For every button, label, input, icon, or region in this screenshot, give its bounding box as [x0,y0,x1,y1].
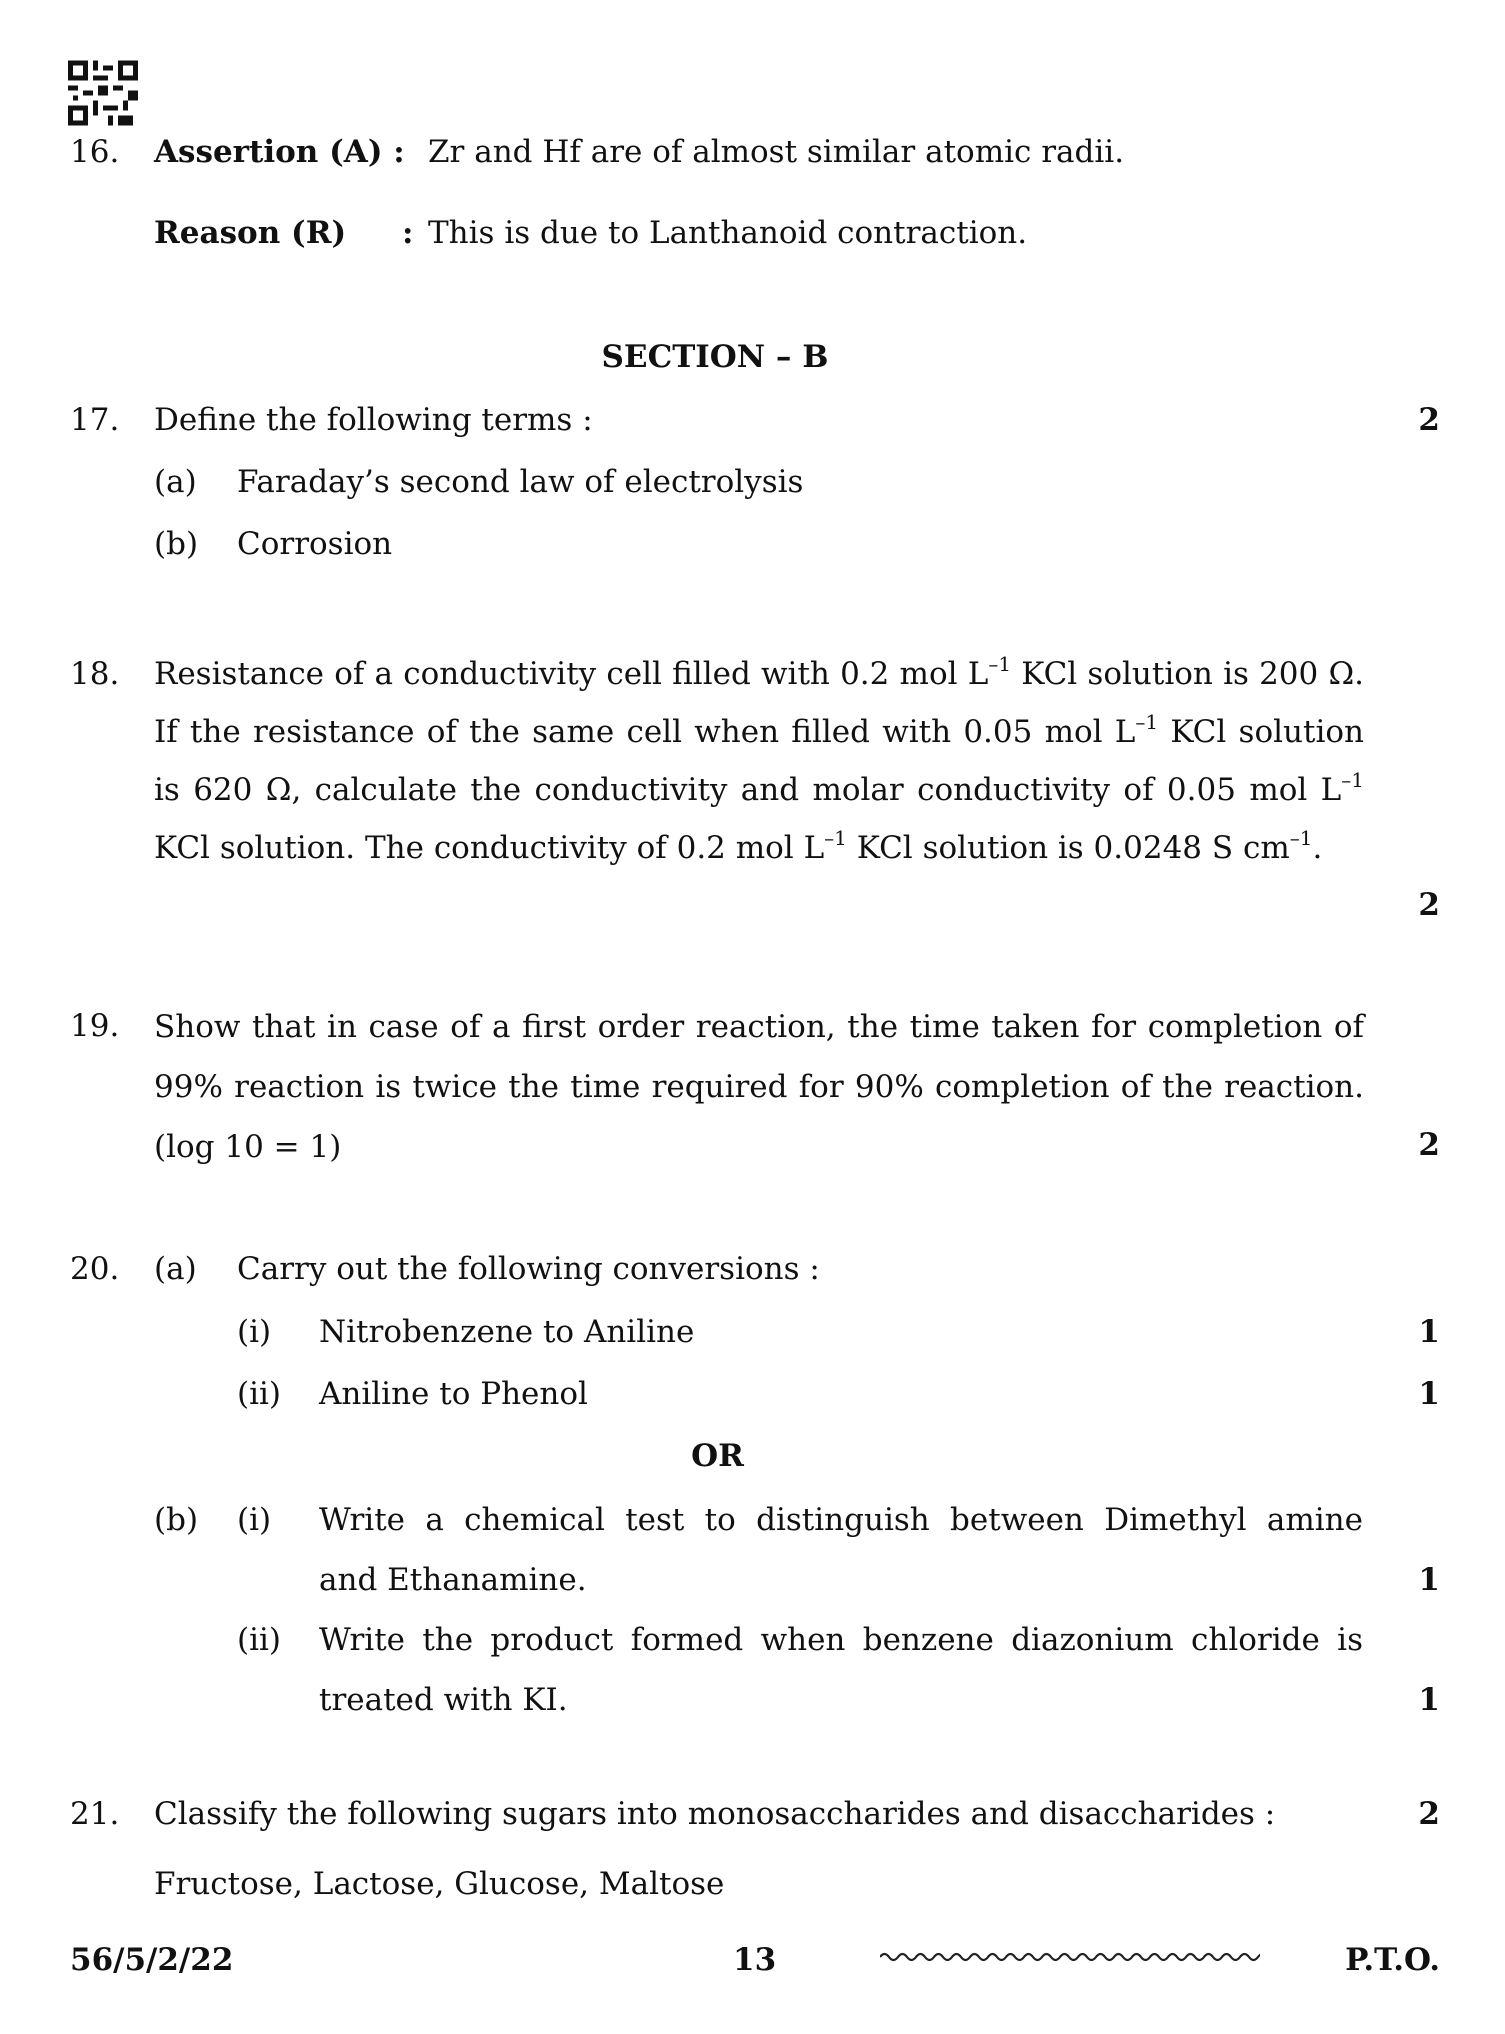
question-number: 20. [70,1251,120,1287]
part-text: Carry out the following conversions : [237,1251,820,1287]
reason-text: This is due to Lanthanoid contraction. [428,215,1028,251]
question-number: 19. [70,1008,120,1044]
part-label: (b) [154,1502,199,1538]
subpart-text: Nitrobenzene to Aniline [319,1314,695,1350]
question-text: Resistance of a conductivity cell filled with 0.2 mol $L^{-1}$ KCl solution is 200 Ω. If the resistance of the same cell when filled with 0.05 mol $L^{-1}$ KCl solution is 620 Ω, calculate the conductivity and molar conductivity of 0.05 mol $L^{-1}$ KCl solution. The conductivity of 0.2 mol $L^{-1}$ KCl solution is 0.0248 S $cm^{-1}$. [154,651,1365,866]
question-number: 18. [70,656,120,692]
paper-code: 56/5/2/22 [70,1942,234,1978]
marks: 2 [1418,887,1440,923]
part-text: Faraday’s second law of electrolysis [237,464,804,500]
question-text: Define the following terms : [154,402,593,438]
part-label: (b) [154,526,199,562]
assertion-label: Assertion (A) : [154,134,405,170]
page-number: 13 [733,1942,777,1978]
reason-colon: : [402,215,414,251]
sugar-list: Fructose, Lactose, Glucose, Maltose [154,1866,725,1902]
marks: 1 [1418,1562,1440,1598]
marks: 1 [1418,1376,1440,1412]
marks: 2 [1418,402,1440,438]
pto-label: P.T.O. [1345,1942,1440,1978]
marks: 1 [1418,1314,1440,1350]
subpart-text: Write a chemical test to distinguish between Dimethyl amine [319,1502,1363,1538]
subpart-label: (i) [237,1314,272,1350]
section-heading: SECTION – B [601,339,829,375]
reason-label: Reason (R) [154,215,347,251]
question-number: 16. [70,134,120,170]
marks: 2 [1418,1127,1440,1163]
part-label: (a) [154,464,197,500]
subpart-label: (ii) [237,1376,282,1412]
question-number: 21. [70,1796,120,1832]
question-text: Show that in case of a first order reaction, the time taken for completion of 99% reaction is twice the time required for 90% completion of the reaction. (log 10 = 1) [154,1009,1364,1165]
question-text: Classify the following sugars into monosaccharides and disaccharides : [154,1796,1276,1832]
or-divider: OR [691,1438,744,1474]
subpart-text: treated with KI. [319,1682,568,1718]
part-text: Corrosion [237,526,393,562]
qr-code [68,60,138,126]
subpart-text: Write the product formed when benzene diazonium chloride is [319,1622,1363,1658]
marks: 1 [1418,1682,1440,1718]
subpart-text: Aniline to Phenol [319,1376,588,1412]
subpart-text: and Ethanamine. [319,1562,587,1598]
subpart-label: (ii) [237,1622,282,1658]
part-label: (a) [154,1251,197,1287]
assertion-text: Zr and Hf are of almost similar atomic radii. [428,134,1125,170]
marks: 2 [1418,1796,1440,1832]
question-number: 17. [70,402,120,438]
wavy-line-decoration [880,1949,1260,1965]
subpart-label: (i) [237,1502,272,1538]
